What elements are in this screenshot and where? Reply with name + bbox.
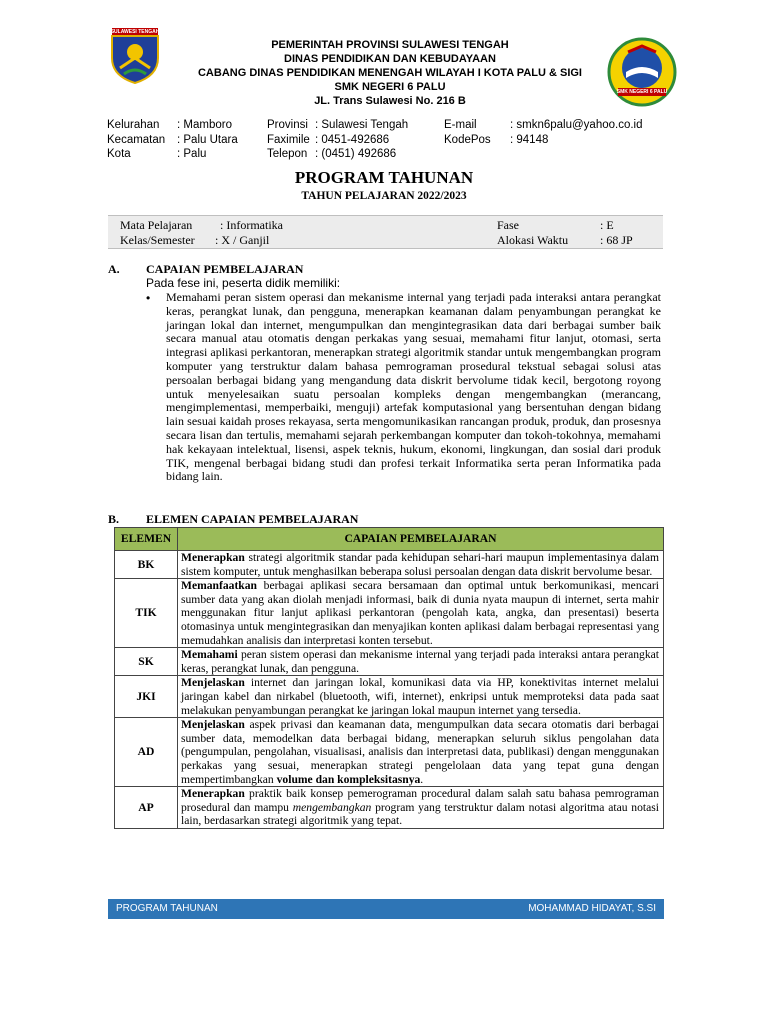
telepon-value: : (0451) 492686 [315,148,397,160]
capaian-text: praktik baik konsep pemerograman procedural dalam salah satu bahasa pemrograman prosedural dan mampu [181,787,659,814]
capaian-text: strategi algoritmik standar pada kehidupan sehari-hari maupun implementasinya dalam sistem komputer, untuk menghasilkan beberapa solusi persoalan dengan data diskrit bervolume besar. [181,551,659,578]
kelas-label: Kelas/Semester [120,233,195,247]
elemen-cell: SK [115,648,178,676]
letterhead [100,28,680,118]
capaian-text: internet dan jaringan lokal, komunikasi data via HP, konektivitas internet melalui jaringan kabel dan nirkabel (bluetooth, wifi, internet), enkripsi untuk memproteksi data pada saat melakukan penyambungan perangkat ke jaringan lokal maupun internet yang tersedia. [181,676,659,717]
alokasi-value: : 68 JP [600,233,633,247]
capaian-verb: Menerapkan [181,551,245,564]
table-row [115,551,664,579]
table-row [115,648,664,676]
contact-row [107,133,667,148]
footer-left: PROGRAM TAHUNAN [116,903,218,914]
elemen-cell: AD [115,718,178,787]
table-row [115,676,664,718]
capaian-text-end: . [420,772,424,786]
letterhead-line-1: PEMERINTAH PROVINSI SULAWESI TENGAH [271,39,509,51]
capaian-text: berbagai aplikasi secara bersamaan dan optimal untuk berkomunikasi, mencari sumber data yang akan diolah menjadi informasi, baik di dunia nyata maupun di internet, serta mahir menggunakan fitur lanjut aplikasi perkantoran (pengolah kata, angka, dan presentasi) beserta otomasinya untuk mengintegrasikan dan menyajikan konten aplikasi dalam berbagai representasi yang memudahkan analisis dan interpretasi konten tersebut. [181,579,659,647]
capaian-italic: mengembangkan [292,800,372,814]
kelas-value: : X / Ganjil [215,233,270,247]
capaian-cell [178,787,664,829]
logo-left-text: SULAWESI TENGAH [110,29,160,35]
fase-value: : E [600,218,614,232]
capaian-cell [178,718,664,787]
elemen-cell: TIK [115,579,178,648]
capaian-text: peran sistem operasi dan mekanisme internal yang terjadi pada interaksi antara perangkat keras, perangkat lunak, dan pengguna. [181,648,659,675]
faximile-value: : 0451-492686 [315,133,390,146]
elemen-table [114,527,664,829]
page-title: PROGRAM TAHUNAN [294,168,474,187]
capaian-cell [178,648,664,676]
letterhead-line-4: SMK NEGERI 6 PALU [334,81,446,93]
kodepos-label: KodePos [444,133,491,146]
letterhead-lines [172,38,608,108]
bullet-icon: • [146,291,151,305]
section-a-number: A. [108,262,120,276]
mapel-value: : Informatika [220,218,283,232]
kecamatan-value: : Palu Utara [177,133,238,146]
email-label: E-mail [444,119,477,131]
letterhead-line-5: JL. Trans Sulawesi No. 216 B [314,95,466,107]
footer-right: MOHAMMAD HIDAYAT, S.SI [528,903,656,914]
capaian-emphasis: volume dan kompleksitasnya [276,772,421,786]
section-b-title: ELEMEN CAPAIAN PEMBELAJARAN [146,512,359,526]
capaian-verb: Memahami [181,648,238,662]
alokasi-label: Alokasi Waktu [497,233,569,247]
sulawesi-tengah-emblem-icon [106,28,164,84]
capaian-cell [178,579,664,648]
provinsi-value: : Sulawesi Tengah [315,119,409,131]
capaian-text-end: program yang terstruktur dalam notasi algoritma atau notasi lain, berdasarkan strategi algoritmik yang tepat. [181,800,659,828]
kota-label: Kota [107,148,131,160]
col-header-capaian: CAPAIAN PEMBELAJARAN [178,528,664,551]
col-header-elemen: ELEMEN [115,528,178,551]
letterhead-line-2: DINAS PENDIDIKAN DAN KEBUDAYAAN [284,53,496,65]
kelurahan-value: : Mamboro [177,119,232,131]
capaian-verb: Menjelaskan [181,676,245,690]
logo-right-text: SMK NEGERI 6 PALU [616,89,668,95]
page-subtitle: TAHUN PELAJARAN 2022/2023 [301,190,467,202]
capaian-verb: Menerapkan [181,787,245,801]
section-b-number: B. [108,512,120,526]
kota-value: : Palu [177,148,207,160]
capaian-verb: Memanfaatkan [181,579,257,593]
section-a-paragraph: Memahami peran sistem operasi dan mekanisme internal yang terjadi pada interaksi antara perangkat keras, perangkat lunak, dan pengguna, menerapkan keamanan dalam penyambungan perangkat ke jaringan lokal dan internet, mengumpulkan dan mengintegrasikan data dari berbagai sumber baik secara manual atau otomatis dengan perkakas yang sesuai, memahami fitur lanjut, otomasi, serta integrasi aplikasi perkantoran, menerapkan strategi algoritmik standar untuk mengembangkan program komputer yang terstruktur dalam bahasa pemrograman prosedural tekstual sebagai solusi atas persoalan berbagai bidang yang mengandung data diskrit bervolume tidak kecil, bergotong royong untuk menyelesaikan suatu persoalan kompleks dengan mengembangkan (merancang, mengimplementasi, memperbaiki, menguji) artefak komputasional yang bersentuhan dengan bidang lain sesuai kaidah proses rekayasa, serta mengomunikasikan rancangan produk, produk, dan prosesnya secara lisan dan tertulis, memahami sejarah perkembangan komputer dan tokoh-tokohnya, memahami hak kekayaan intelektual, lisensi, aspek teknis, hukum, ekonomi, lingkungan, dan sosial dari produk TIK, mengenal berbagai bidang studi dan profesi terkait Informatika serta peran Informatika pada bidang lain. [166,290,661,484]
section-a-title: CAPAIAN PEMBELAJARAN [146,262,304,276]
section-a-intro: Pada fese ini, peserta didik memiliki: [146,276,341,290]
page-footer [108,899,664,919]
capaian-cell [178,676,664,718]
capaian-text: aspek privasi dan keamanan data, mengumpulkan data secara otomatis dari berbagai sumber data, memodelkan data berbagai bidang, menerapkan seluruh siklus pengolahan data (pengumpulan, pengolahan, visualisasi, analisis dan interpretasi data, publikasi) dengan menggunakan perkakas yang sesuai, menerapkan strategi pengelolaan data yang tepat guna dengan mempertimbangkan [181,718,659,786]
contact-row [107,147,667,162]
telepon-label: Telepon [267,148,308,160]
capaian-verb: Menjelaskan [181,718,245,732]
elemen-cell: AP [115,787,178,829]
table-row [115,579,664,648]
provinsi-label: Provinsi [267,119,308,131]
kelurahan-label: Kelurahan [107,119,160,131]
table-row [115,718,664,787]
elemen-cell: BK [115,551,178,579]
table-row [115,787,664,829]
mapel-label: Mata Pelajaran [120,218,193,232]
school-logo-icon [606,36,678,108]
contact-row [107,118,667,133]
contact-info [107,118,667,162]
capaian-cell [178,551,664,579]
kecamatan-label: Kecamatan [107,133,166,146]
email-value: : smkn6palu@yahoo.co.id [510,119,643,131]
letterhead-line-3: CABANG DINAS PENDIDIKAN MENENGAH WILAYAH I KOTA PALU & SIGI [197,67,582,79]
kodepos-value: : 94148 [510,133,549,146]
fase-label: Fase [497,218,519,232]
subject-info-box [108,215,663,249]
elemen-cell: JKI [115,676,178,718]
faximile-label: Faximile [267,133,310,146]
table-header-row [115,528,664,551]
